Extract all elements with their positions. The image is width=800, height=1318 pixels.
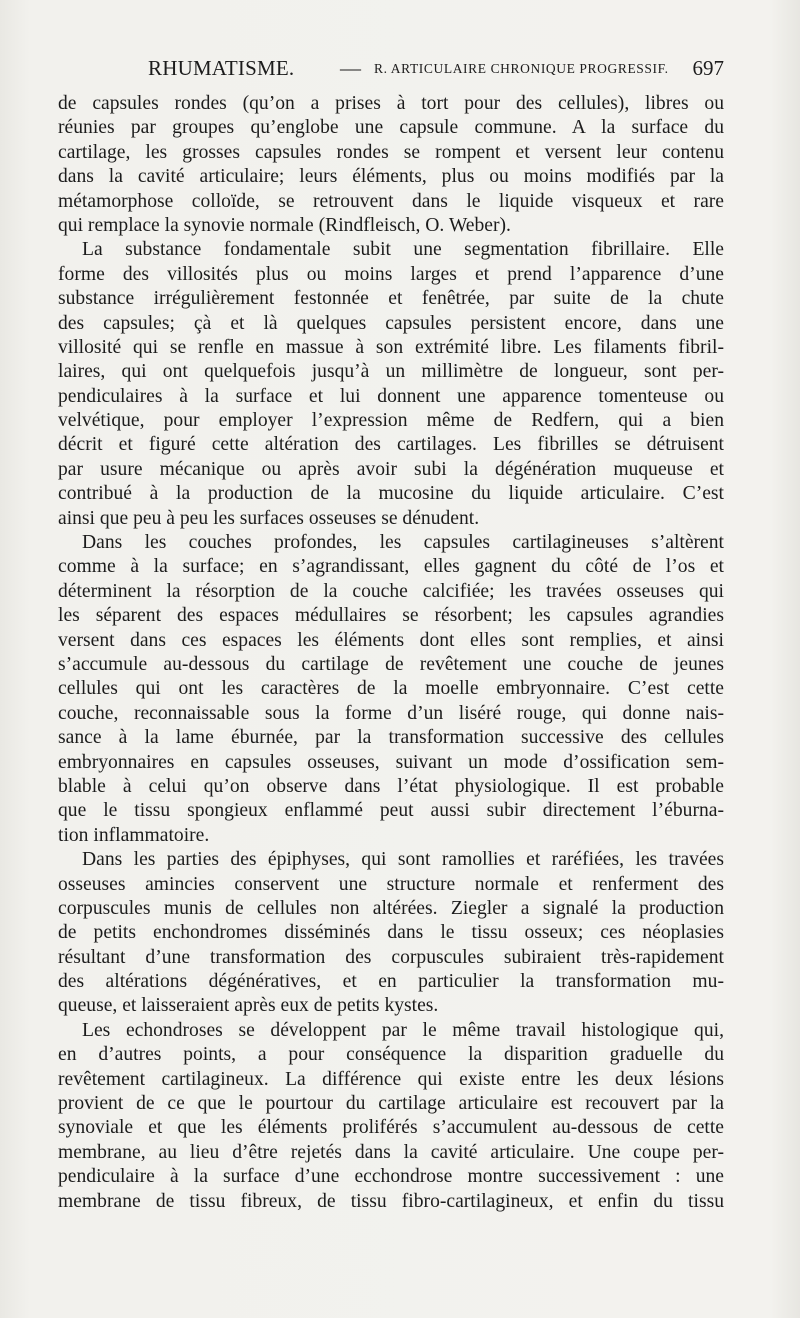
text-line: Dans les couches profondes, les capsules cartilagineuses s’altèrent [82, 532, 724, 554]
text-line: membrane de tissu fibreux, de tissu fibro-cartilagineux, et enfin du tissu [58, 1190, 724, 1212]
text-line: ainsi que peu à peu les surfaces osseuses se dénudent. [58, 507, 480, 529]
text-line: couche, reconnaissable sous la forme d’un liséré rouge, qui donne nais- [58, 702, 724, 724]
text-line: de petits enchondromes disséminés dans le tissu osseux; ces néoplasies [58, 922, 724, 944]
text-line: cellules qui ont les caractères de la moelle embryonnaire. C’est cette [58, 678, 724, 700]
text-line: membrane, au lieu d’être rejetés dans la cavité articulaire. Une coupe per- [58, 1141, 724, 1163]
text-line: La substance fondamentale subit une segmentation fibrillaire. Elle [82, 239, 724, 261]
running-head-dash: — [340, 56, 361, 80]
text-line: contribué à la production de la mucosine du liquide articulaire. C’est [58, 483, 724, 505]
text-line: provient de ce que le pourtour du cartilage articulaire est recouvert par la [58, 1093, 724, 1115]
text-line: des capsules; çà et là quelques capsules persistent encore, dans une [58, 312, 724, 334]
text-line: s’accumule au-dessous du cartilage de revêtement une couche de jeunes [58, 653, 724, 675]
text-line: pendiculaires à la surface et lui donnent une apparence tomenteuse ou [58, 385, 724, 407]
text-line: décrit et figuré cette altération des cartilages. Les fibrilles se détruisent [58, 434, 724, 456]
paragraph-4 [58, 848, 724, 1019]
text-line: substance irrégulièrement festonnée et fenêtrée, par suite de la chute [58, 288, 724, 310]
text-line: que le tissu spongieux enflammé peut aussi subir directement l’éburna- [58, 800, 724, 822]
body-text [58, 92, 724, 1214]
page-number: 697 [692, 56, 724, 80]
text-line: dans la cavité articulaire; leurs éléments, plus ou moins modifiés par la [58, 166, 724, 188]
text-line: synoviale et que les éléments proliférés s’accumulent au-dessous de cette [58, 1117, 724, 1139]
text-line: osseuses amincies conservent une structure normale et renferment des [58, 873, 724, 895]
text-line: corpuscules munis de cellules non altérées. Ziegler a signalé la production [58, 897, 724, 919]
paragraph-1 [58, 92, 724, 238]
text-line: cartilage, les grosses capsules rondes se rompent et versent leur contenu [58, 141, 724, 163]
text-line: résultant d’une transformation des corpuscules subiraient très-rapidement [58, 946, 724, 968]
running-head-title: RHUMATISME. [148, 56, 295, 80]
text-line: déterminent la résorption de la couche calcifiée; les travées osseuses qui [58, 580, 724, 602]
text-line: tion inflammatoire. [58, 824, 210, 846]
text-line: revêtement cartilagineux. La différence qui existe entre les deux lésions [58, 1068, 724, 1090]
text-line: versent dans ces espaces les éléments dont elles sont remplies, et ainsi [58, 629, 724, 651]
text-line: comme à la surface; en s’agrandissant, elles gagnent du côté de l’os et [58, 556, 724, 578]
text-line: forme des villosités plus ou moins larges et prend l’apparence d’une [58, 263, 724, 285]
text-line: Dans les parties des épiphyses, qui sont ramollies et raréfiées, les travées [82, 849, 724, 871]
text-line: métamorphose colloïde, se retrouvent dans le liquide visqueux et rare [58, 190, 724, 212]
text-line: villosité qui se renfle en massue à son extrémité libre. Les filaments fibril- [58, 336, 724, 358]
text-line: blable à celui qu’on observe dans l’état physiologique. Il est probable [58, 775, 724, 797]
running-head-subtitle: R. ARTICULAIRE CHRONIQUE PROGRESSIF. [374, 61, 669, 76]
text-line: de capsules rondes (qu’on a prises à tort pour des cellules), libres ou [58, 93, 724, 114]
text-line: par usure mécanique ou après avoir subi la dégénération muqueuse et [58, 458, 724, 480]
text-line: Les echondroses se développent par le même travail histologique qui, [82, 1019, 724, 1041]
text-line: laires, qui ont quelquefois jusqu’à un millimètre de longueur, sont per- [58, 361, 724, 383]
paragraph-2 [58, 238, 724, 531]
text-line: velvétique, pour employer l’expression même de Redfern, qui a bien [58, 410, 724, 432]
text-line: qui remplace la synovie normale (Rindfleisch, O. Weber). [58, 214, 511, 236]
text-line: queuse, et laisseraient après eux de petits kystes. [58, 995, 439, 1017]
text-line: les séparent des espaces médullaires se résorbent; les capsules agrandies [58, 605, 724, 627]
running-head [58, 56, 724, 86]
paragraph-5 [58, 1019, 724, 1214]
paragraph-3 [58, 531, 724, 848]
text-line: en d’autres points, a pour conséquence la disparition graduelle du [58, 1044, 724, 1066]
text-line: des altérations dégénératives, et en particulier la transformation mu- [58, 971, 724, 993]
text-line: réunies par groupes qu’englobe une capsule commune. A la surface du [58, 117, 724, 139]
text-line: embryonnaires en capsules osseuses, suivant un mode d’ossification sem- [58, 751, 724, 773]
text-line: pendiculaire à la surface d’une ecchondrose montre successivement : une [58, 1166, 724, 1188]
text-line: sance à la lame éburnée, par la transformation successive des cellules [58, 727, 724, 749]
